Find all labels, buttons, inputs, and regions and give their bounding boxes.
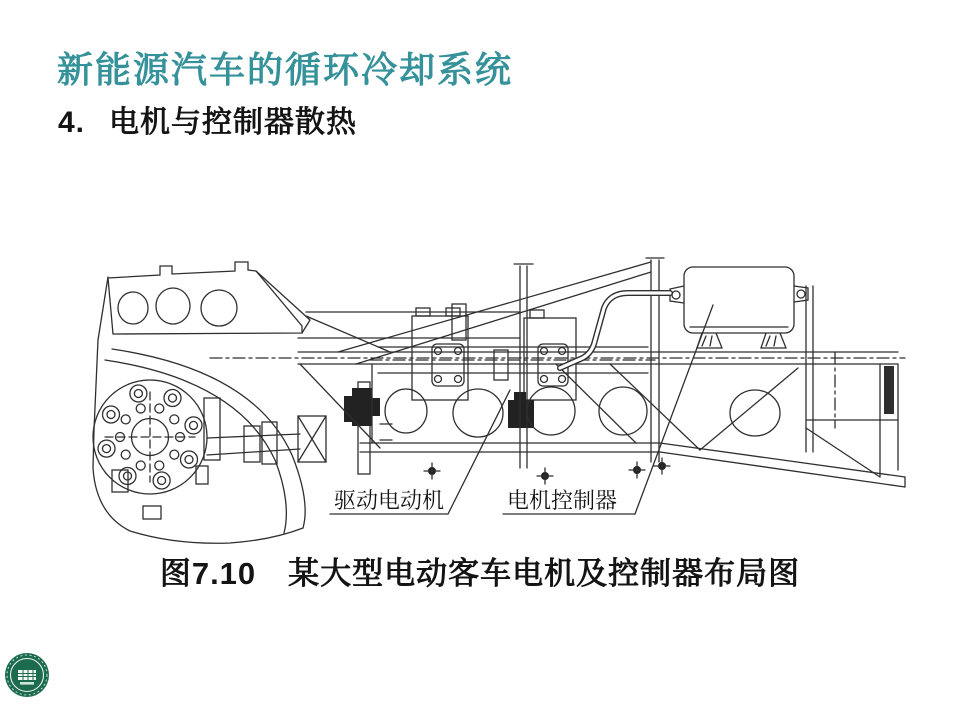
section-number: 4.: [58, 106, 86, 139]
drive-motor-assembly: [370, 308, 655, 428]
logo-seal: [3, 651, 51, 699]
seal-center-emblem: [18, 670, 36, 685]
front-body-panel: [108, 262, 310, 334]
page-title: 新能源汽车的循环冷却系统: [57, 49, 514, 90]
pipe-fittings: [424, 458, 670, 484]
section-title: 电机与控制器散热: [109, 106, 358, 139]
wheel-arch-body: [93, 277, 305, 543]
label-motor-controller: 电机控制器: [507, 488, 618, 513]
label-drive-motor: 驱动电动机: [334, 488, 445, 513]
universal-joint: [344, 388, 380, 426]
figure-caption: 图7.10 某大型电动客车电机及控制器布局图: [159, 556, 801, 591]
motor-controller-box: [670, 267, 808, 348]
frame-openings: [385, 387, 780, 437]
